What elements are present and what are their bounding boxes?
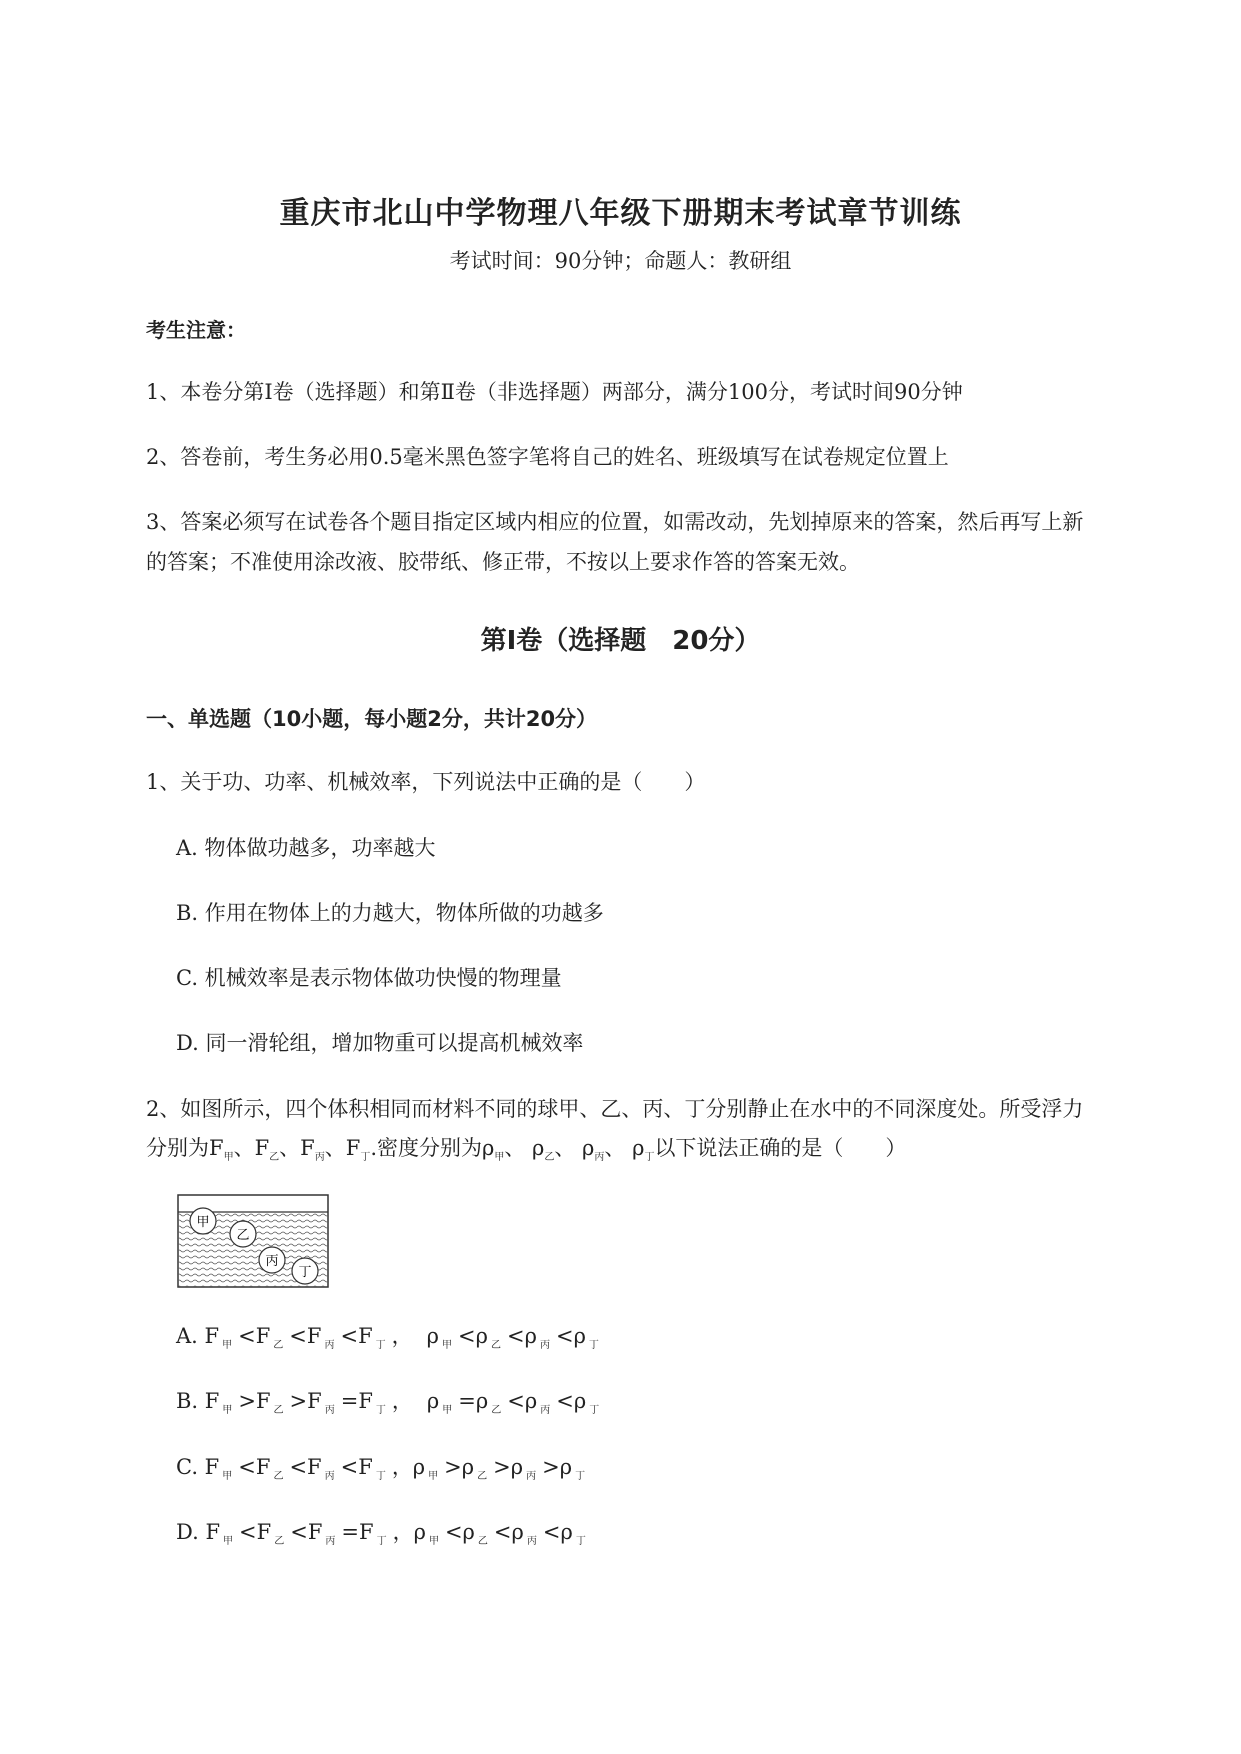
notice-item-3: 3、答案必须写在试卷各个题目指定区域内相应的位置，如需改动，先划掉原来的答案，然后再写上新	[146, 510, 1084, 534]
q1-option-b[interactable]: B. 作用在物体上的力越大，物体所做的功越多	[176, 901, 604, 925]
q2-option-c[interactable]: C. F $_甲$ <F $_乙$ <F $_丙$ <F $_丁$ ，ρ $_甲$ >ρ $_乙$ >ρ $_丙$ >ρ $_丁$	[176, 1455, 586, 1482]
ball-label: 丁	[298, 1265, 312, 1280]
q1-option-d[interactable]: D. 同一滑轮组，增加物重可以提高机械效率	[176, 1031, 584, 1055]
q2-option-b[interactable]: B. F $_甲$ >F $_乙$ >F $_丙$ =F $_丁$ ， ρ $_甲$ =ρ $_乙$ <ρ $_丙$ <ρ $_丁$	[176, 1389, 600, 1416]
q2-option-d[interactable]: D. F $_甲$ <F $_乙$ <F $_丙$ =F $_丁$ ，ρ $_甲$ <ρ $_乙$ <ρ $_丙$ <ρ $_丁$	[176, 1520, 586, 1547]
q2-stem-line1: 2、如图所示，四个体积相同而材料不同的球甲、乙、丙、丁分别静止在水中的不同深度处。所受浮力	[146, 1097, 1084, 1121]
q2-stem-line2: 分别为$F_甲$、$F_乙$、$F_丙$、$F_丁$.密度分别为$\rho_甲$、 $\rho_乙$、 $\rho_丙$、 $\rho_丁$以下说法正确的是（ ）	[146, 1136, 907, 1164]
ball-label: 丙	[265, 1254, 279, 1269]
section-title: 第I卷（选择题 20分）	[480, 626, 761, 656]
exam-info: 考试时间：90分钟；命题人：教研组	[449, 249, 792, 273]
q1-option-a[interactable]: A. 物体做功越多，功率越大	[176, 836, 436, 860]
q1-option-c[interactable]: C. 机械效率是表示物体做功快慢的物理量	[176, 966, 562, 990]
q2-option-a[interactable]: A. F $_甲$ <F $_乙$ <F $_丙$ <F $_丁$ ， ρ $_甲$ <ρ $_乙$ <ρ $_丙$ <ρ $_丁$	[176, 1324, 599, 1351]
ball-yi	[230, 1221, 256, 1247]
notice-item-3-cont: 的答案；不准使用涂改液、胶带纸、修正带，不按以上要求作答的答案无效。	[146, 550, 860, 574]
ball-bing	[259, 1247, 285, 1273]
ball-ding	[292, 1258, 318, 1284]
notice-item-2: 2、答卷前，考生务必用0.5毫米黑色签字笔将自己的姓名、班级填写在试卷规定位置上	[146, 445, 949, 469]
notice-heading: 考生注意：	[146, 318, 246, 342]
ball-jia	[190, 1208, 216, 1234]
notice-item-1: 1、本卷分第I卷（选择题）和第Ⅱ卷（非选择题）两部分，满分100分，考试时间90分钟	[146, 380, 963, 404]
ball-label: 甲	[196, 1215, 210, 1230]
question-type-heading: 一、单选题（10小题，每小题2分，共计20分）	[146, 707, 598, 731]
page-title: 重庆市北山中学物理八年级下册期末考试章节训练	[279, 196, 962, 231]
q1-stem: 1、关于功、功率、机械效率，下列说法中正确的是（ ）	[146, 770, 706, 794]
water-tank-figure	[177, 1194, 329, 1288]
ball-label: 乙	[236, 1228, 250, 1243]
